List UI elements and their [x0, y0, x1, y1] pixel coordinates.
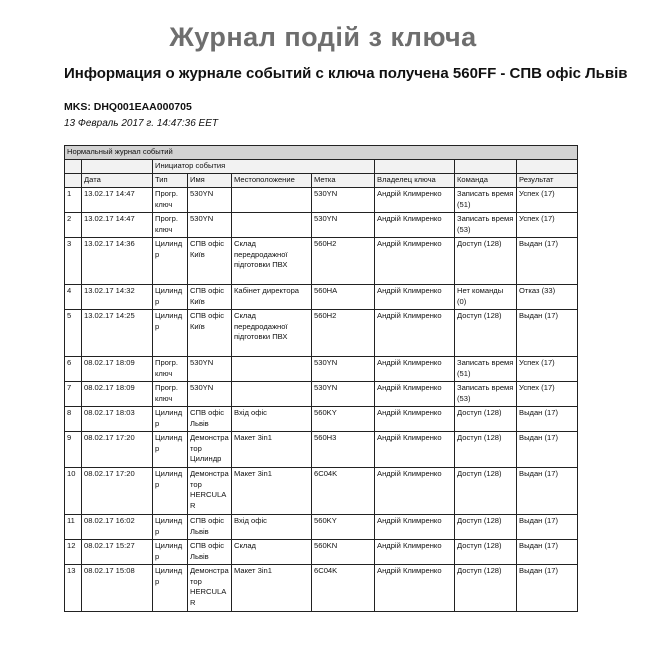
cell-date: 08.02.17 18:09: [82, 382, 153, 407]
cell-mark: 560H2: [312, 310, 375, 357]
table-row: [65, 468, 578, 515]
cell-owner: Андрій Климренко: [375, 188, 455, 213]
cell-type: Прогр. ключ: [153, 213, 188, 238]
cell-name: 530YN: [188, 357, 232, 382]
cell-type: Цилинд р: [153, 540, 188, 565]
cell-result: Успех (17): [517, 357, 578, 382]
cell-mark: 530YN: [312, 188, 375, 213]
table-row: [65, 565, 578, 612]
cell-num: 5: [65, 310, 82, 357]
cell-num: 6: [65, 357, 82, 382]
cell-num: 2: [65, 213, 82, 238]
cell-result: Успех (17): [517, 213, 578, 238]
cell-mark: 560KY: [312, 407, 375, 432]
cell-command: Доступ (128): [455, 238, 517, 285]
section-header-row: [65, 146, 578, 160]
cell-location: Макет 3in1: [232, 565, 312, 612]
cell-type: Цилинд р: [153, 515, 188, 540]
cell-command: Доступ (128): [455, 407, 517, 432]
cell-mark: 560HA: [312, 285, 375, 310]
table-row: [65, 540, 578, 565]
cell-command: Доступ (128): [455, 432, 517, 468]
cell-name: СПВ офіс Львів: [188, 515, 232, 540]
cell-num: 3: [65, 238, 82, 285]
cell-command: Записать время (51): [455, 357, 517, 382]
cell-owner: Андрій Климренко: [375, 285, 455, 310]
cell-date: 13.02.17 14:36: [82, 238, 153, 285]
event-log-table: [64, 145, 578, 612]
cell-mark: 560KN: [312, 540, 375, 565]
cell-owner: Андрій Климренко: [375, 432, 455, 468]
cell-command: Нет команды (0): [455, 285, 517, 310]
cell-name: СПВ офіс Київ: [188, 310, 232, 357]
cell-mark: 560H3: [312, 432, 375, 468]
col-header-owner: Владелец ключа: [375, 174, 455, 188]
cell-mark: 6C04K: [312, 468, 375, 515]
cell-num: 13: [65, 565, 82, 612]
cell-command: Доступ (128): [455, 310, 517, 357]
cell-date: 08.02.17 18:09: [82, 357, 153, 382]
blank-cell: [65, 160, 82, 174]
column-header-row: [65, 174, 578, 188]
cell-type: Цилинд р: [153, 468, 188, 515]
cell-owner: Андрій Климренко: [375, 565, 455, 612]
cell-location: [232, 357, 312, 382]
cell-type: Прогр. ключ: [153, 188, 188, 213]
cell-command: Записать время (53): [455, 213, 517, 238]
cell-date: 08.02.17 18:03: [82, 407, 153, 432]
col-header-location: Местоположение: [232, 174, 312, 188]
cell-type: Цилинд р: [153, 238, 188, 285]
cell-mark: 6C04K: [312, 565, 375, 612]
cell-name: 530YN: [188, 213, 232, 238]
cell-name: Демонстра тор HERCULA R: [188, 565, 232, 612]
cell-location: Кабінет директора: [232, 285, 312, 310]
cell-location: Макет 3in1: [232, 432, 312, 468]
blank-cell: [375, 160, 455, 174]
report-date: 13 Февраль 2017 г. 14:47:36 EET: [64, 118, 218, 129]
cell-result: Выдан (17): [517, 515, 578, 540]
cell-date: 13.02.17 14:47: [82, 188, 153, 213]
cell-num: 11: [65, 515, 82, 540]
cell-result: Успех (17): [517, 188, 578, 213]
cell-date: 13.02.17 14:47: [82, 213, 153, 238]
cell-type: Цилинд р: [153, 407, 188, 432]
cell-num: 12: [65, 540, 82, 565]
cell-num: 9: [65, 432, 82, 468]
cell-owner: Андрій Климренко: [375, 382, 455, 407]
cell-name: 530YN: [188, 188, 232, 213]
report-title: Информация о журнале событий с ключа получена 560FF - СПВ офіс Львів: [64, 65, 628, 82]
table-row: [65, 188, 578, 213]
cell-mark: 560H2: [312, 238, 375, 285]
cell-mark: 530YN: [312, 382, 375, 407]
cell-result: Выдан (17): [517, 238, 578, 285]
cell-location: [232, 188, 312, 213]
cell-type: Цилинд р: [153, 285, 188, 310]
cell-location: [232, 213, 312, 238]
blank-cell: [455, 160, 517, 174]
table-row: [65, 382, 578, 407]
cell-type: Прогр. ключ: [153, 382, 188, 407]
cell-type: Цилинд р: [153, 310, 188, 357]
table-row: [65, 515, 578, 540]
cell-result: Выдан (17): [517, 468, 578, 515]
cell-command: Доступ (128): [455, 540, 517, 565]
col-header-num: [65, 174, 82, 188]
cell-num: 7: [65, 382, 82, 407]
cell-name: СПВ офіс Київ: [188, 238, 232, 285]
cell-result: Выдан (17): [517, 407, 578, 432]
blank-cell: [517, 160, 578, 174]
cell-name: СПВ офіс Львів: [188, 407, 232, 432]
cell-result: Отказ (33): [517, 285, 578, 310]
cell-result: Успех (17): [517, 382, 578, 407]
cell-owner: Андрій Климренко: [375, 357, 455, 382]
cell-date: 08.02.17 17:20: [82, 432, 153, 468]
cell-mark: 530YN: [312, 357, 375, 382]
cell-result: Выдан (17): [517, 540, 578, 565]
section-title: Нормальный журнал событий: [65, 146, 578, 160]
cell-name: Демонстра тор Цилиндр: [188, 432, 232, 468]
table-row: [65, 432, 578, 468]
cell-location: Склад: [232, 540, 312, 565]
table-row: [65, 407, 578, 432]
cell-location: Вхід офіс: [232, 407, 312, 432]
cell-location: [232, 382, 312, 407]
cell-command: Доступ (128): [455, 468, 517, 515]
col-header-date: Дата: [82, 174, 153, 188]
col-header-command: Команда: [455, 174, 517, 188]
cell-name: 530YN: [188, 382, 232, 407]
cell-name: Демонстра тор HERCULA R: [188, 468, 232, 515]
cell-owner: Андрій Климренко: [375, 310, 455, 357]
cell-result: Выдан (17): [517, 565, 578, 612]
cell-owner: Андрій Климренко: [375, 540, 455, 565]
cell-mark: 560KY: [312, 515, 375, 540]
cell-date: 08.02.17 15:27: [82, 540, 153, 565]
page-title: Журнал подій з ключа: [169, 22, 477, 52]
cell-location: Склад передродажної підготовки ПВХ: [232, 310, 312, 357]
initiator-header-row: [65, 160, 578, 174]
cell-date: 13.02.17 14:25: [82, 310, 153, 357]
col-header-result: Результат: [517, 174, 578, 188]
table-row: [65, 238, 578, 285]
cell-date: 08.02.17 17:20: [82, 468, 153, 515]
cell-name: СПВ офіс Київ: [188, 285, 232, 310]
cell-date: 08.02.17 15:08: [82, 565, 153, 612]
mks-id: MKS: DHQ001EAA000705: [64, 101, 192, 113]
cell-owner: Андрій Климренко: [375, 213, 455, 238]
cell-type: Прогр. ключ: [153, 357, 188, 382]
cell-mark: 530YN: [312, 213, 375, 238]
cell-command: Записать время (53): [455, 382, 517, 407]
cell-date: 13.02.17 14:32: [82, 285, 153, 310]
cell-location: Склад передродажної підготовки ПВХ: [232, 238, 312, 285]
table-row: [65, 310, 578, 357]
blank-cell: [82, 160, 153, 174]
col-header-name: Имя: [188, 174, 232, 188]
cell-location: Макет 3in1: [232, 468, 312, 515]
cell-num: 10: [65, 468, 82, 515]
cell-location: Вхід офіс: [232, 515, 312, 540]
cell-command: Доступ (128): [455, 515, 517, 540]
cell-name: СПВ офіс Львів: [188, 540, 232, 565]
initiator-label: Инициатор события: [153, 160, 375, 174]
table-row: [65, 357, 578, 382]
cell-num: 1: [65, 188, 82, 213]
cell-result: Выдан (17): [517, 310, 578, 357]
col-header-type: Тип: [153, 174, 188, 188]
cell-num: 8: [65, 407, 82, 432]
cell-type: Цилинд р: [153, 565, 188, 612]
cell-owner: Андрій Климренко: [375, 468, 455, 515]
col-header-mark: Метка: [312, 174, 375, 188]
cell-owner: Андрій Климренко: [375, 515, 455, 540]
cell-owner: Андрій Климренко: [375, 407, 455, 432]
table-row: [65, 213, 578, 238]
cell-num: 4: [65, 285, 82, 310]
cell-owner: Андрій Климренко: [375, 238, 455, 285]
cell-date: 08.02.17 16:02: [82, 515, 153, 540]
cell-type: Цилинд р: [153, 432, 188, 468]
cell-command: Записать время (51): [455, 188, 517, 213]
table-row: [65, 285, 578, 310]
cell-result: Выдан (17): [517, 432, 578, 468]
cell-command: Доступ (128): [455, 565, 517, 612]
